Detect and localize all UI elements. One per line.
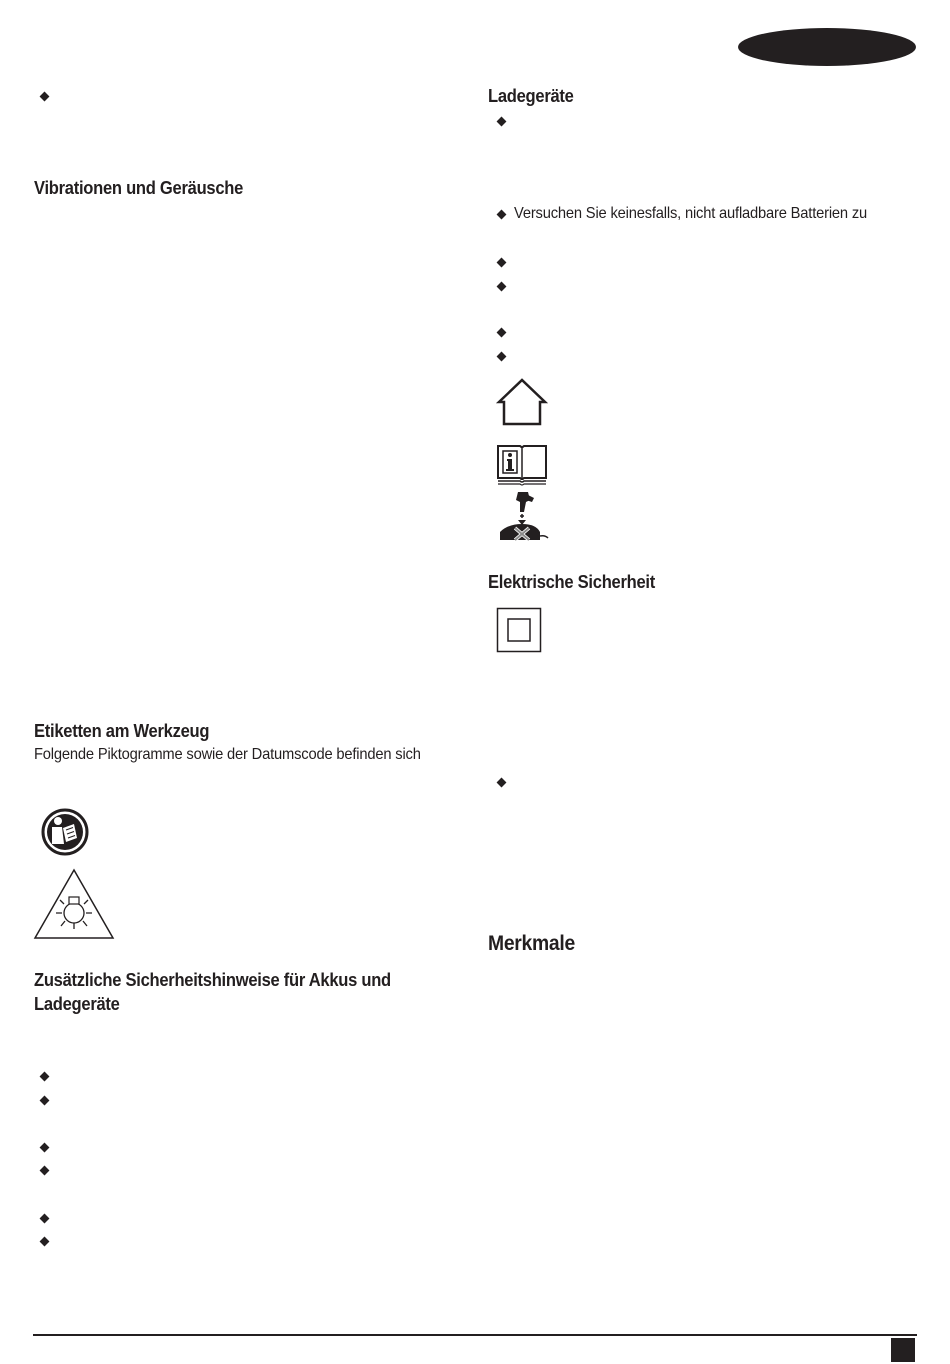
heading-features: Merkmale xyxy=(488,932,575,955)
bullet-text-batteries: Versuchen Sie keinesfalls, nicht aufladbare Batterien zu xyxy=(514,205,868,222)
double-insulation-icon xyxy=(496,607,542,653)
heading-safety-line2: Ladegeräte xyxy=(34,994,120,1014)
heading-chargers: Ladegeräte xyxy=(488,86,574,106)
bullet-marker xyxy=(497,210,507,220)
bullet-marker xyxy=(40,1072,50,1082)
bullet-marker xyxy=(497,778,507,788)
bullet-marker xyxy=(497,258,507,268)
page-number-box xyxy=(891,1338,915,1362)
bullet-marker xyxy=(40,1096,50,1106)
language-tab xyxy=(738,28,916,66)
heading-labels: Etiketten am Werkzeug xyxy=(34,721,210,741)
heading-electrical: Elektrische Sicherheit xyxy=(488,572,655,592)
bullet-marker xyxy=(40,92,50,102)
bullet-marker xyxy=(497,328,507,338)
bullet-marker xyxy=(497,352,507,362)
light-warning-icon xyxy=(33,868,115,940)
heading-safety-line1: Zusätzliche Sicherheitshinweise für Akkus und xyxy=(34,970,391,990)
bullet-marker xyxy=(40,1237,50,1247)
no-tool-charge-icon xyxy=(496,490,550,542)
bullet-marker xyxy=(40,1166,50,1176)
house-icon xyxy=(496,378,548,426)
bullet-marker xyxy=(40,1143,50,1153)
bullet-marker xyxy=(497,117,507,127)
info-book-icon xyxy=(496,444,548,486)
read-manual-icon xyxy=(40,808,90,856)
labels-intro-text: Folgende Piktogramme sowie der Datumscode befinden sich xyxy=(34,746,421,763)
bullet-marker xyxy=(497,282,507,292)
footer-rule xyxy=(33,1334,917,1336)
bullet-marker xyxy=(40,1214,50,1224)
heading-vibrations: Vibrationen und Geräusche xyxy=(34,178,244,198)
